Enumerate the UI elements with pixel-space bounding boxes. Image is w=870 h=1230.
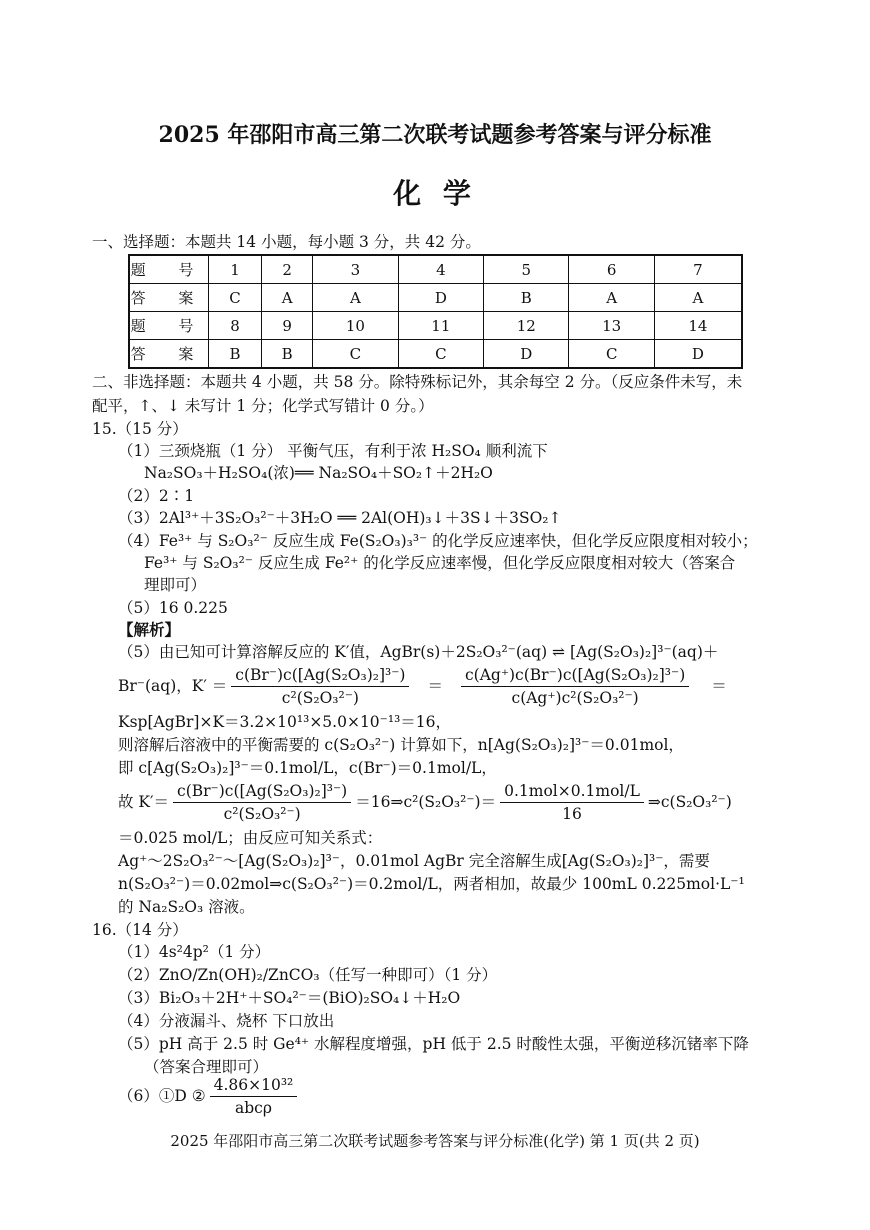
table-cell: 6 [569,255,654,284]
table-cell: C [569,340,654,369]
table-row-header: 答 案 [129,340,209,369]
fraction-k1-num: c(Br⁻)c([Ag(S₂O₃)₂]³⁻) [231,665,409,687]
q16-p4: （4）分液漏斗、烧杯 下口放出 [118,1012,335,1030]
q16-p1: （1）4s²4p²（1 分） [118,943,271,961]
fraction-k1-den: c²(S₂O₃²⁻) [281,688,359,707]
table-cell: 5 [484,255,569,284]
analysis-line5: 即 c[Ag(S₂O₃)₂]³⁻＝0.1mol/L，c(Br⁻)＝0.1mol/L， [118,759,497,777]
q16-p5a: （5）pH 高于 2.5 时 Ge⁴⁺ 水解程度增强，pH 低于 2.5 时酸性太强，平衡逆移沉锗率下降 [118,1035,749,1053]
q15-p5: （5）16 0.225 [118,599,228,617]
q16-p2: （2）ZnO/Zn(OH)₂/ZnCO₃（任写一种即可）（1 分） [118,966,498,984]
table-cell: 9 [262,312,313,340]
section2-heading-line2: 配平，↑、↓ 未写计 1 分；化学式写错计 0 分。） [92,397,434,415]
table-cell: 14 [654,312,742,340]
q16-p6 [118,1074,301,1118]
table-cell: 13 [569,312,654,340]
analysis-line9: n(S₂O₃²⁻)＝0.02mol⇒c(S₂O₃²⁻)＝0.2mol/L，两者相加，故最少 100mL 0.225mol·L⁻¹ [118,875,745,893]
q15-p4a: （4）Fe³⁺ 与 S₂O₃²⁻ 反应生成 Fe(S₂O₃)₃³⁻ 的化学反应速率快，但化学反应限度相对较小； [118,532,758,550]
section1-heading: 一、选择题：本题共 14 小题，每小题 3 分，共 42 分。 [92,233,481,251]
q15-p1b: Na₂SO₃＋H₂SO₄(浓)══ Na₂SO₄＋SO₂↑＋2H₂O [144,464,493,482]
analysis-line7: ＝0.025 mol/L；由反应可知关系式： [118,829,383,847]
fraction-k3-den: c²(S₂O₃²⁻) [223,804,301,823]
table-cell: C [209,284,262,312]
fraction-density [210,1075,298,1118]
fraction-k1 [231,665,409,708]
analysis-line3: Ksp[AgBr]×K＝3.2×10¹³×5.0×10⁻¹³＝16， [118,713,452,731]
table-row [129,340,742,369]
analysis-line6-tail: ⇒c(S₂O₃²⁻) [647,793,732,811]
table-cell: 10 [313,312,398,340]
fraction-c [500,781,644,824]
table-cell: A [313,284,398,312]
answer-table [128,254,743,369]
table-cell: 4 [398,255,483,284]
equals-1: ＝ [427,677,443,695]
table-cell: C [313,340,398,369]
main-title: 2025 年邵阳市高三第二次联考试题参考答案与评分标准 [158,122,712,148]
table-cell: 1 [209,255,262,284]
table-cell: A [654,284,742,312]
fraction-density-den: abcρ [234,1098,272,1117]
table-cell: 2 [262,255,313,284]
fraction-k2-num: c(Ag⁺)c(Br⁻)c([Ag(S₂O₃)₂]³⁻) [461,665,689,687]
table-cell: B [484,284,569,312]
fraction-k3-num: c(Br⁻)c([Ag(S₂O₃)₂]³⁻) [173,781,351,803]
analysis-line4: 则溶解后溶液中的平衡需要的 c(S₂O₃²⁻) 计算如下，n[Ag(S₂O₃)₂]³⁻＝0.01mol， [118,736,684,754]
table-cell: D [484,340,569,369]
analysis-line8: Ag⁺～2S₂O₃²⁻～[Ag(S₂O₃)₂]³⁻，0.01mol AgBr 完全溶解生成[Ag(S₂O₃)₂]³⁻，需要 [118,852,710,870]
table-row-header: 题 号 [129,255,209,284]
table-row [129,312,742,340]
q15-p3: （3）2Al³⁺＋3S₂O₃²⁻＋3H₂O ══ 2Al(OH)₃↓＋3S↓＋3SO₂↑ [118,509,562,527]
q15-p1a: （1）三颈烧瓶（1 分） 平衡气压，有利于浓 H₂SO₄ 顺利流下 [118,442,548,460]
table-cell: 12 [484,312,569,340]
q16-p6-lead: （6）①D ② [118,1087,206,1105]
equals-2: ＝ [711,677,727,695]
q15-p4b: Fe³⁺ 与 S₂O₃²⁻ 反应生成 Fe²⁺ 的化学反应速率慢，但化学反应限度相对较大（答案合 [144,554,736,572]
analysis-line10: 的 Na₂S₂O₃ 溶液。 [118,898,255,916]
table-row [129,284,742,312]
page-footer: 2025 年邵阳市高三第二次联考试题参考答案与评分标准(化学) 第 1 页(共 2 页) [170,1132,700,1150]
table-cell: D [398,284,483,312]
fraction-k2 [461,665,689,708]
fraction-c-den: 16 [562,804,582,823]
table-cell: B [262,340,313,369]
table-cell: 8 [209,312,262,340]
fraction-k2-den: c(Ag⁺)c²(S₂O₃²⁻) [511,688,639,707]
table-cell: 3 [313,255,398,284]
fraction-density-num: 4.86×10³² [210,1075,298,1097]
q16-title: 16.（14 分） [92,921,188,939]
subject-title: 化 学 [393,177,477,210]
analysis-line2-lead: Br⁻(aq)，K′ ＝ [118,677,228,695]
q15-p4c: 理即可） [144,576,207,594]
table-cell: D [654,340,742,369]
table-row-header: 答 案 [129,284,209,312]
analysis-line1: （5）由已知可计算溶解反应的 K′值，AgBr(s)＋2S₂O₃²⁻(aq) ⇌ [Ag(S₂O₃)₂]³⁻(aq)＋ [118,643,719,661]
table-cell: 11 [398,312,483,340]
fraction-k3 [173,781,351,824]
section2-heading-line1: 二、非选择题：本题共 4 小题，共 58 分。除特殊标记外，其余每空 2 分。（反应条件未写，未 [92,373,743,391]
q16-p3: （3）Bi₂O₃＋2H⁺＋SO₄²⁻＝(BiO)₂SO₄↓＋H₂O [118,989,461,1007]
table-cell: C [398,340,483,369]
analysis-line6 [118,780,732,824]
analysis-line6-lead: 故 K′＝ [118,793,170,811]
table-cell: 7 [654,255,742,284]
analysis-line6-mid: ＝16⇒c²(S₂O₃²⁻)＝ [355,793,497,811]
analysis-label: 【解析】 [118,620,181,639]
analysis-line2 [118,664,727,708]
table-row-header: 题 号 [129,312,209,340]
q15-p2: （2）2∶1 [118,487,195,505]
table-row [129,255,742,284]
q15-title: 15.（15 分） [92,420,188,438]
fraction-c-num: 0.1mol×0.1mol/L [500,781,644,803]
table-cell: A [569,284,654,312]
table-cell: B [209,340,262,369]
table-cell: A [262,284,313,312]
q16-p5b: （答案合理即可） [144,1058,269,1076]
